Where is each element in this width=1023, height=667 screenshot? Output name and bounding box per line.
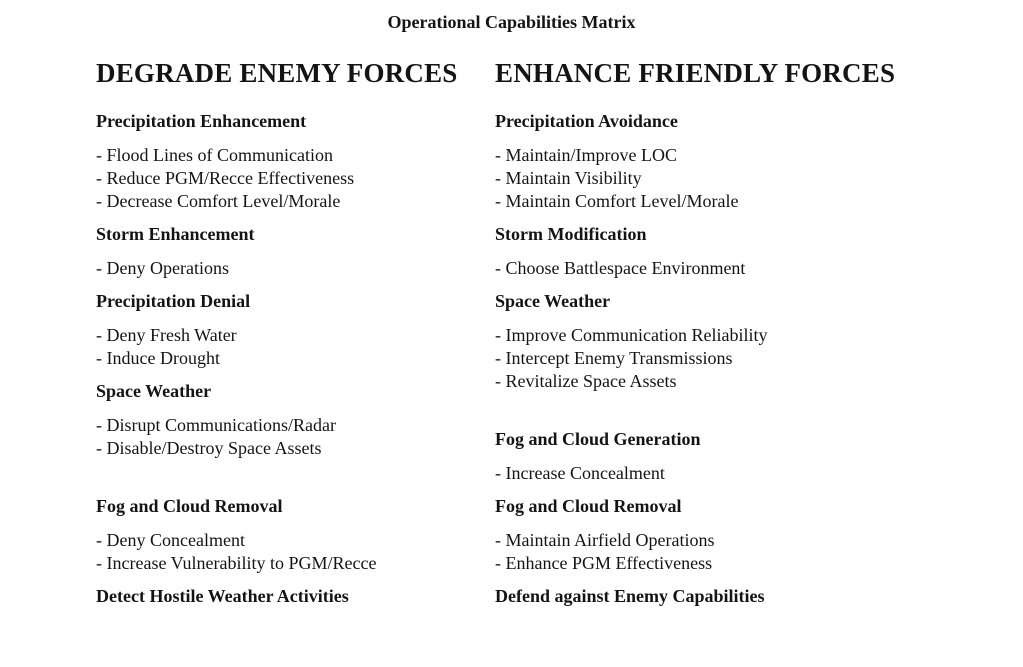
capability-item: - Deny Concealment (96, 530, 245, 550)
capability-list (96, 529, 486, 575)
capability-item: - Maintain Comfort Level/Morale (495, 191, 739, 211)
capability-item: - Deny Operations (96, 258, 229, 278)
capability-list (96, 414, 486, 460)
capability-list (96, 144, 486, 213)
capability-item: - Maintain Airfield Operations (495, 530, 715, 550)
capability-section (495, 111, 915, 213)
capability-section (495, 496, 915, 575)
capability-item: - Revitalize Space Assets (495, 371, 677, 391)
capability-item: - Deny Fresh Water (96, 325, 237, 345)
section-title: Storm Modification (495, 224, 647, 244)
capability-item: - Maintain/Improve LOC (495, 145, 677, 165)
capability-section (495, 291, 915, 393)
capability-list (495, 144, 915, 213)
column-heading: ENHANCE FRIENDLY FORCES (495, 58, 896, 88)
enhance-friendly-forces-column (495, 58, 915, 619)
capability-item: - Choose Battlespace Environment (495, 258, 746, 278)
capability-section (96, 586, 486, 607)
capability-item: - Increase Vulnerability to PGM/Recce (96, 553, 377, 573)
capability-section (96, 496, 486, 575)
document-title: Operational Capabilities Matrix (387, 12, 636, 32)
capability-item: - Induce Drought (96, 348, 220, 368)
section-title: Space Weather (495, 291, 611, 311)
section-title: Detect Hostile Weather Activities (96, 586, 349, 606)
capability-section (495, 586, 915, 607)
capability-item: - Improve Communication Reliability (495, 325, 768, 345)
capability-section (96, 291, 486, 370)
capability-item: - Flood Lines of Communication (96, 145, 333, 165)
capability-section (495, 224, 915, 280)
capability-item: - Increase Concealment (495, 463, 665, 483)
column-heading: DEGRADE ENEMY FORCES (96, 58, 458, 88)
capability-item: - Reduce PGM/Recce Effectiveness (96, 168, 355, 188)
capability-section (96, 381, 486, 460)
section-title: Fog and Cloud Removal (96, 496, 283, 516)
capability-section (96, 111, 486, 213)
section-title: Space Weather (96, 381, 212, 401)
capability-item: - Decrease Comfort Level/Morale (96, 191, 341, 211)
capability-list (495, 462, 915, 485)
section-title: Precipitation Avoidance (495, 111, 678, 131)
section-title: Storm Enhancement (96, 224, 255, 244)
capability-section (495, 429, 915, 485)
capability-item: - Intercept Enemy Transmissions (495, 348, 733, 368)
capability-list (96, 257, 486, 280)
capability-item: - Enhance PGM Effectiveness (495, 553, 713, 573)
section-title: Fog and Cloud Removal (495, 496, 682, 516)
section-title: Defend against Enemy Capabilities (495, 586, 765, 606)
section-title: Precipitation Denial (96, 291, 251, 311)
section-title: Fog and Cloud Generation (495, 429, 701, 449)
capability-section (96, 224, 486, 280)
capability-item: - Maintain Visibility (495, 168, 642, 188)
capability-list (495, 257, 915, 280)
capability-list (96, 324, 486, 370)
capability-list (495, 324, 915, 393)
capability-item: - Disable/Destroy Space Assets (96, 438, 322, 458)
capability-item: - Disrupt Communications/Radar (96, 415, 336, 435)
capability-list (495, 529, 915, 575)
degrade-enemy-forces-column (96, 58, 486, 619)
section-title: Precipitation Enhancement (96, 111, 307, 131)
